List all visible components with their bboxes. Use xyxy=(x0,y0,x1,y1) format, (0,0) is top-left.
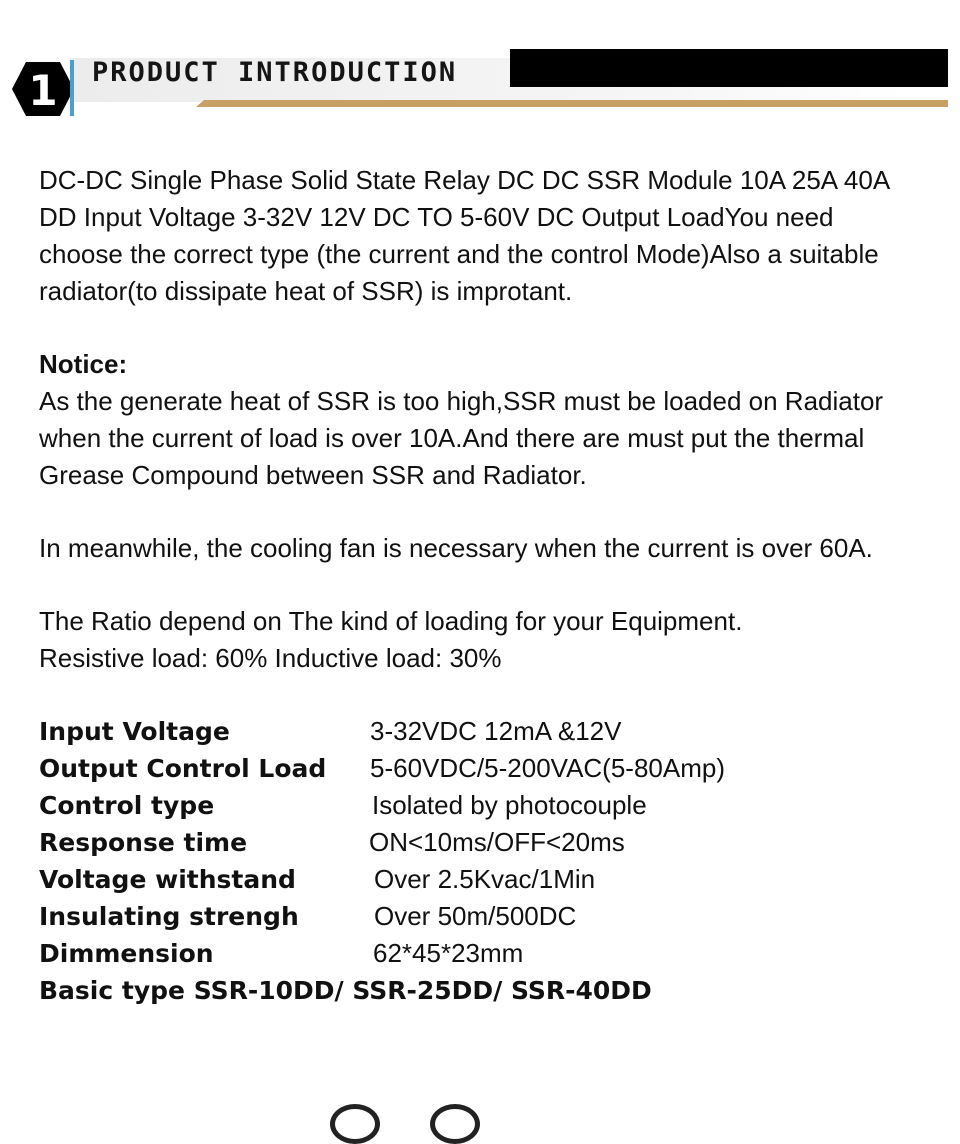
header-black-bar xyxy=(510,49,948,87)
spec-row xyxy=(39,861,939,898)
header-accent-bar xyxy=(70,60,74,116)
spec-value: 3-32VDC 12mA &12V xyxy=(370,716,622,746)
intro-line: radiator(to dissipate heat of SSR) is improtant. xyxy=(39,276,573,306)
intro-line: DD Input Voltage 3-32V 12V DC TO 5-60V DC Output LoadYou need xyxy=(39,202,834,232)
notice-line: As the generate heat of SSR is too high,SSR must be loaded on Radiator xyxy=(39,386,884,416)
bottom-decoration-right xyxy=(430,1104,480,1144)
spec-row xyxy=(39,750,939,787)
spec-value: Over 50m/500DC xyxy=(374,901,577,931)
spec-label: Dimmension xyxy=(39,939,214,968)
bottom-decoration-left xyxy=(330,1104,380,1144)
notice-line: Grease Compound between SSR and Radiator. xyxy=(39,460,587,490)
spec-row xyxy=(39,787,939,824)
spec-label: Input Voltage xyxy=(39,717,230,746)
header-gold-stripe xyxy=(196,100,948,107)
spec-value: Over 2.5Kvac/1Min xyxy=(374,864,596,894)
cooling-line: In meanwhile, the cooling fan is necessary when the current is over 60A. xyxy=(39,533,873,563)
section-header xyxy=(0,0,960,125)
ratio-note xyxy=(39,603,939,677)
intro-line: DC-DC Single Phase Solid State Relay DC DC SSR Module 10A 25A 40A xyxy=(39,165,891,195)
spec-table xyxy=(39,713,939,1009)
notice-title: Notice: xyxy=(39,349,128,379)
intro-paragraph xyxy=(39,162,939,310)
spec-label: Output Control Load xyxy=(39,754,327,783)
notice-paragraph xyxy=(39,346,939,494)
spec-label: Response time xyxy=(39,828,248,857)
spec-row xyxy=(39,713,939,750)
ratio-line: Resistive load: 60% Inductive load: 30% xyxy=(39,643,502,673)
section-title: PRODUCT INTRODUCTION xyxy=(92,57,458,88)
spec-label: Control type xyxy=(39,791,215,820)
spec-row xyxy=(39,935,939,972)
hexagon-icon xyxy=(12,62,74,116)
spec-row xyxy=(39,898,939,935)
section-number: 1 xyxy=(28,66,58,115)
intro-line: choose the correct type (the current and the control Mode)Also a suitable xyxy=(39,239,879,269)
product-description xyxy=(39,162,939,1009)
section-number-badge xyxy=(12,62,74,116)
notice-line: when the current of load is over 10A.And there are must put the thermal xyxy=(39,423,865,453)
spec-value: 62*45*23mm xyxy=(373,938,524,968)
spec-label: Voltage withstand xyxy=(39,865,296,894)
basic-type-line: Basic type SSR-10DD/ SSR-25DD/ SSR-40DD xyxy=(39,976,652,1005)
ratio-line: The Ratio depend on The kind of loading for your Equipment. xyxy=(39,606,743,636)
spec-row xyxy=(39,824,939,861)
spec-label: Insulating strengh xyxy=(39,902,299,931)
spec-value: 5-60VDC/5-200VAC(5-80Amp) xyxy=(370,753,725,783)
spec-value: Isolated by photocouple xyxy=(372,790,647,820)
spec-value: ON<10ms/OFF<20ms xyxy=(369,827,625,857)
cooling-note xyxy=(39,530,939,567)
